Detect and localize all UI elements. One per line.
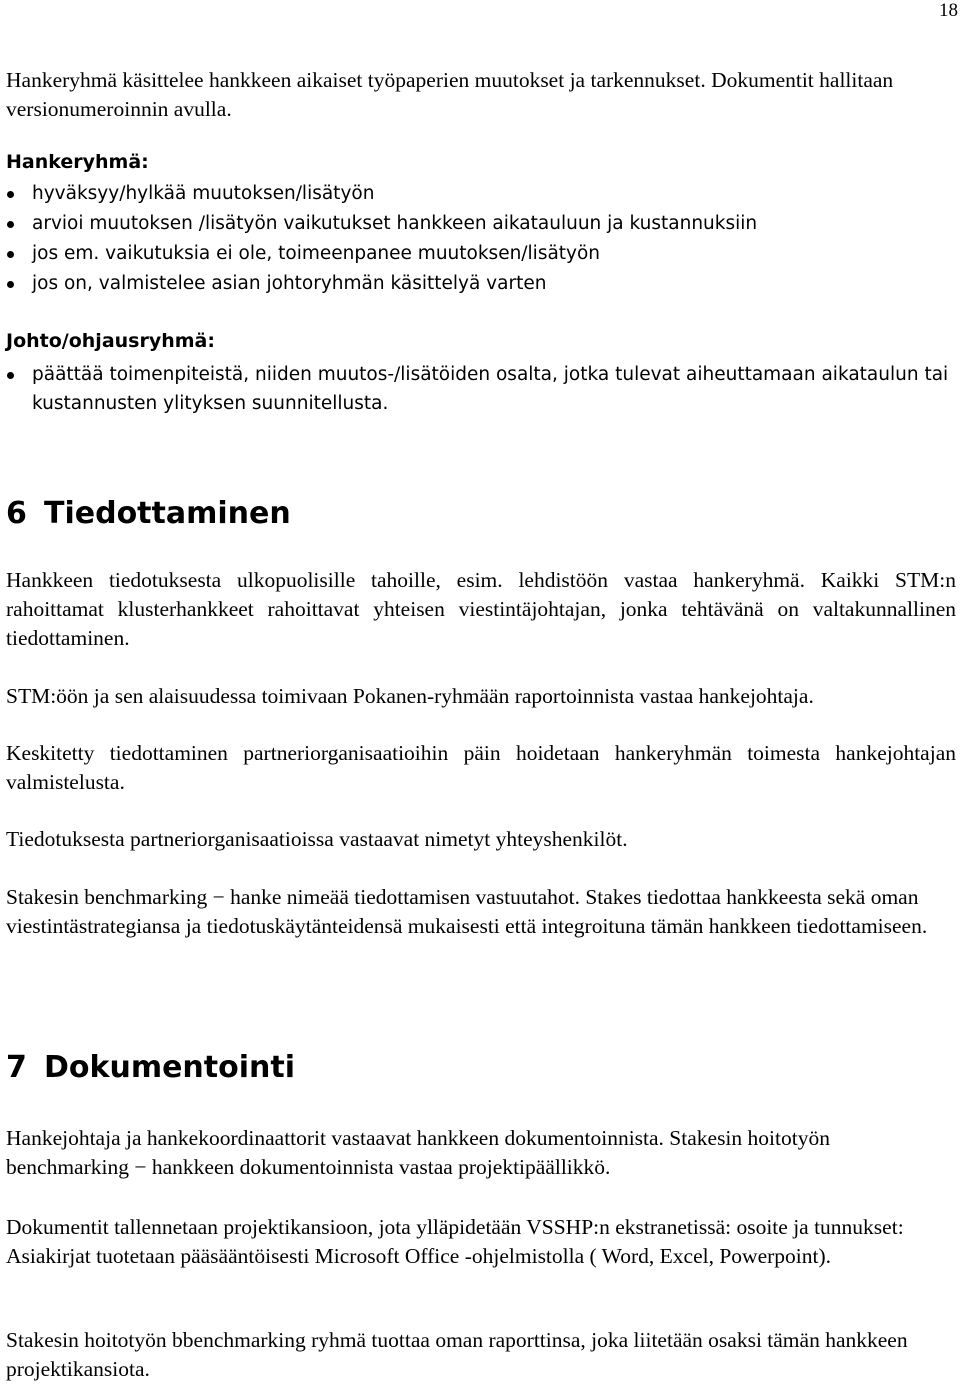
johtoryhma-title: Johto/ohjausryhmä: (6, 330, 215, 352)
section-6-paragraph: Stakesin benchmarking − hanke nimeää tiedottamisen vastuutahot. Stakes tiedottaa hankkeesta sekä oman viestintästrategiansa ja tiedotuskäytänteidensä mukaisesti että integroituna tämän hankkeen tiedottamiseen. (6, 885, 928, 938)
hankeryhma-section (6, 148, 956, 299)
johtoryhma-section (6, 327, 958, 418)
section-6-title: Tiedottaminen (44, 496, 291, 531)
list-item (6, 179, 956, 209)
section-6-paragraph: STM:öön ja sen alaisuudessa toimivaan Pokanen-ryhmään raportoinnista vastaa hankejohtaja. (6, 684, 814, 708)
section-7-paragraph: Dokumentit tallennetaan projektikansioon, jota ylläpidetään VSSHP:n ekstranetissä: osoite ja tunnukset: Asiakirjat tuotetaan pääsääntöisesti Microsoft Office -ohjelmistolla ( Word, Excel, Powerpoint). (6, 1215, 904, 1268)
section-7-number: 7 (6, 1050, 27, 1085)
section-7-paragraph: Stakesin hoitotyön bbenchmarking ryhmä tuottaa oman raporttinsa, joka liitetään osaksi tämän hankkeen projektikansiota. (6, 1328, 908, 1381)
johtoryhma-list (6, 360, 958, 418)
hankeryhma-list (6, 179, 956, 299)
hankeryhma-title: Hankeryhmä: (6, 151, 149, 173)
section-7-title: Dokumentointi (44, 1050, 296, 1085)
list-item (6, 239, 956, 269)
section-6-paragraph: Hankkeen tiedotuksesta ulkopuolisille tahoille, esim. lehdistöön vastaa hankeryhmä. Kaikki STM:n rahoittamat klusterhankkeet rahoittavat yhteisen viestintäjohtajan, jonka tehtävänä on valtakunnallinen tiedottaminen. (6, 568, 956, 650)
section-7-heading (6, 1050, 295, 1086)
page-number: 18 (939, 0, 958, 21)
section-7-paragraph: Hankejohtaja ja hankekoordinaattorit vastaavat hankkeen dokumentoinnista. Stakesin hoitotyön benchmarking − hankkeen dokumentoinnista vastaa projektipäällikkö. (6, 1126, 830, 1179)
list-item-text: jos on, valmistelee asian johtoryhmän käsittelyä varten (32, 273, 547, 294)
section-6-paragraph: Keskitetty tiedottaminen partneriorganisaatioihin päin hoidetaan hankeryhmän toimesta hankejohtajan valmistelusta. (6, 741, 956, 794)
list-item-text: hyväksyy/hylkää muutoksen/lisätyön (32, 183, 375, 204)
intro-paragraph: Hankeryhmä käsittelee hankkeen aikaiset työpaperien muutokset ja tarkennukset. Dokumentit hallitaan versionumeroinnin avulla. (6, 68, 894, 121)
list-item-text: jos em. vaikutuksia ei ole, toimeenpanee muutoksen/lisätyön (32, 243, 601, 264)
list-item-text: arvioi muutoksen /lisätyön vaikutukset hankkeen aikatauluun ja kustannuksiin (32, 213, 758, 234)
list-item-text: päättää toimenpiteistä, niiden muutos-/lisätöiden osalta, jotka tulevat aiheuttamaan aikataulun tai kustannusten ylityksen suunnitellusta. (32, 364, 949, 414)
list-item (6, 360, 958, 418)
section-6-paragraph: Tiedotuksesta partneriorganisaatioissa vastaavat nimetyt yhteyshenkilöt. (6, 827, 628, 851)
list-item (6, 209, 956, 239)
section-6-heading (6, 496, 291, 532)
section-6-number: 6 (6, 496, 27, 531)
list-item (6, 269, 956, 299)
